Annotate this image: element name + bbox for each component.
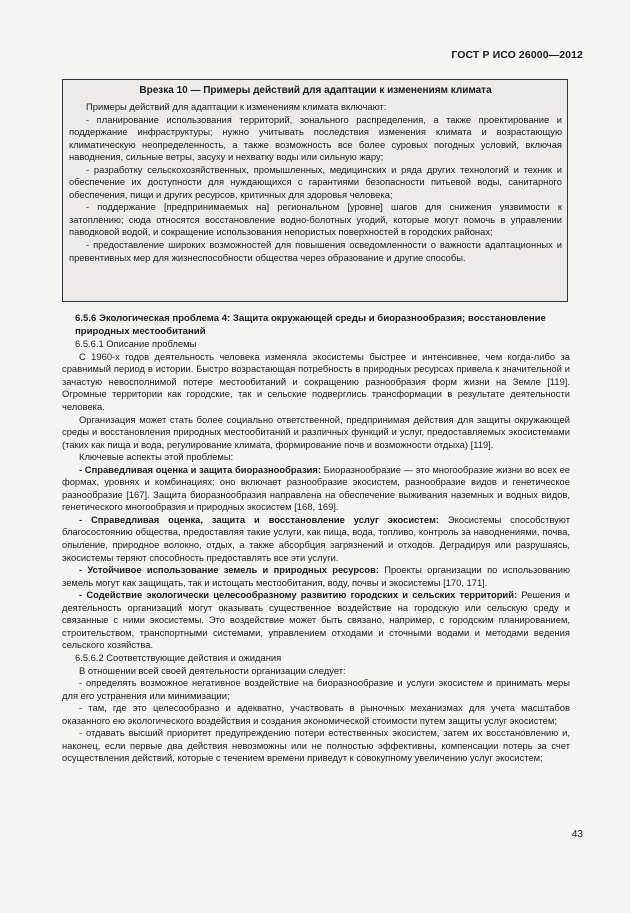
page-number: 43 [571, 829, 583, 840]
inset-box [62, 79, 568, 302]
inset-paragraph: - поддержание [предпринимаемых на] региональном [уровне] шагов для снижения уязвимости к затоплению; сюда относятся восстановление водно-болотных угодий, которые могут помочь в управлении паводковой водой, и сокращение использования непористых поверхностей в городских районах; [69, 201, 562, 238]
aspect-text: Решения и деятельность организаций могут оказывать существенное воздействие на городскую или сельскую среду и связанные с ними экосистемы. Это воздействие может быть связано, например, с городским планированием, строительством, транспортными системами, управлением отходами и сточными водами и методами ведения сельского хозяйства. [62, 589, 570, 651]
paragraph: В отношении всей своей деятельности организации следует: [79, 664, 346, 676]
aspect-paragraph [62, 464, 570, 514]
inset-paragraph: - разработку сельскохозяйственных, промышленных, медицинских и ряда других технологий и техник и обеспечение их доступности для нуждающихся с гарантиями безопасности питьевой воды, санитарного обеспечения, пищи и других ресурсов, критичных для здоровья человека; [69, 163, 562, 200]
paragraph: Организация может стать более социально ответственной, предпринимая действия для защиты окружающей среды и восстановления природных местообитаний и различных функций и услуг, предоставляемых экосистемами (таких как пища и вода, регулирование климата, формирование почв и возможности отдыха) [119]. [62, 413, 570, 450]
aspect-title: - Справедливая оценка и защита биоразнообразия: [79, 463, 321, 475]
aspect-title: - Справедливая оценка, защита и восстановление услуг экосистем: [79, 513, 440, 525]
aspect-paragraph [62, 514, 570, 564]
subsection-heading: 6.5.6.2 Соответствующие действия и ожидания [75, 651, 282, 663]
inset-paragraph: - предоставление широких возможностей для повышения осведомленности о важности адаптационных и превентивных мер для жизнеспособности общества через образование и другие способы. [69, 239, 562, 263]
paragraph: С 1960-х годов деятельность человека изменяла экосистемы быстрее и интенсивнее, чем когда-либо за сравнимый период в истории. Быстро возрастающая потребность в природных ресурсах привела к значительной и зачастую невосполнимой потере местообитаний и сокращению разнообразия форм жизни на Земле [119]. Огромные территории как городские, так и сельские подверглись трансформации в результате деятельности человека. [62, 350, 570, 412]
aspect-paragraph [62, 589, 570, 652]
inset-paragraph: Примеры действий для адаптации к изменениям климата включают: [86, 101, 387, 112]
document-code: ГОСТ Р ИСО 26000—2012 [451, 49, 583, 61]
expectation-item: - определять возможное негативное воздействие на биоразнообразие и услуги экосистем и принимать меры для его устранения или минимизации; [62, 677, 570, 701]
expectation-item: - там, где это целесообразно и адекватно, участвовать в рыночных механизмах для учета масштабов оказанного ею экологического воздействия и создания экономической стоимости путем защиты услуг экосистем; [62, 702, 570, 726]
aspect-title: - Содействие экологически целесообразному развитию городских и сельских территорий: [79, 589, 518, 601]
aspect-text: Биоразнообразие — это многообразие жизни во всех ее формах, уровнях и комбинациях; оно включает разнообразие экосистем, разнообразие видов и генетическое разнообразие [167]. Защита биоразнообразия направлена на обеспечение выживания наземных и водных видов, генетического многообразия и природных экосистем [168, 169]. [62, 463, 570, 513]
subsection-heading: 6.5.6.1 Описание проблемы [75, 338, 197, 350]
expectation-item: - отдавать высший приоритет предупреждению потери естественных экосистем, затем их восстановлению и, наконец, если первые два действия невозможны или не полностью эффективны, компенсации потерь за счет осуществления действий, которые с течением времени приведут к совокупному увеличению услуг экосистем; [62, 727, 570, 764]
aspect-title: - Устойчивое использование земель и природных ресурсов: [79, 564, 379, 576]
paragraph: Ключевые аспекты этой проблемы: [79, 451, 234, 463]
inset-paragraph: - планирование использования территорий, зонального распределения, а также проектирование и поддержание инфраструктуры; нужно учитывать последствия изменения климата и возрастающую климатическую неопределенность, а также возможность все более суровых погодных условий, включая наводнения, сильные ветры, засуху и нехватку воды или сильную жару; [69, 113, 562, 163]
section-body [62, 313, 570, 765]
inset-title: Врезка 10 — Примеры действий для адаптации к изменениям климата [139, 85, 492, 96]
section-heading: 6.5.6 Экологическая проблема 4: Защита окружающей среды и биоразнообразия; восстановление природных местообитаний [75, 313, 546, 337]
aspect-text: Проекты организации по использованию земель могут как защищать, так и истощать местообитания, воду, почвы и экосистемы [170, 171]. [62, 564, 570, 588]
aspect-paragraph [62, 564, 570, 589]
aspect-text: Экосистемы способствуют благосостоянию общества, предоставляя такие услуги, как пища, вода, топливо, контроль за наводнениями, почва, опыление, природное волокно, отдых, а также абсорбция загрязнений и отходов. Деградируя или разрушаясь, экосистемы теряют способность предоставлять все эти услуги. [62, 513, 570, 563]
